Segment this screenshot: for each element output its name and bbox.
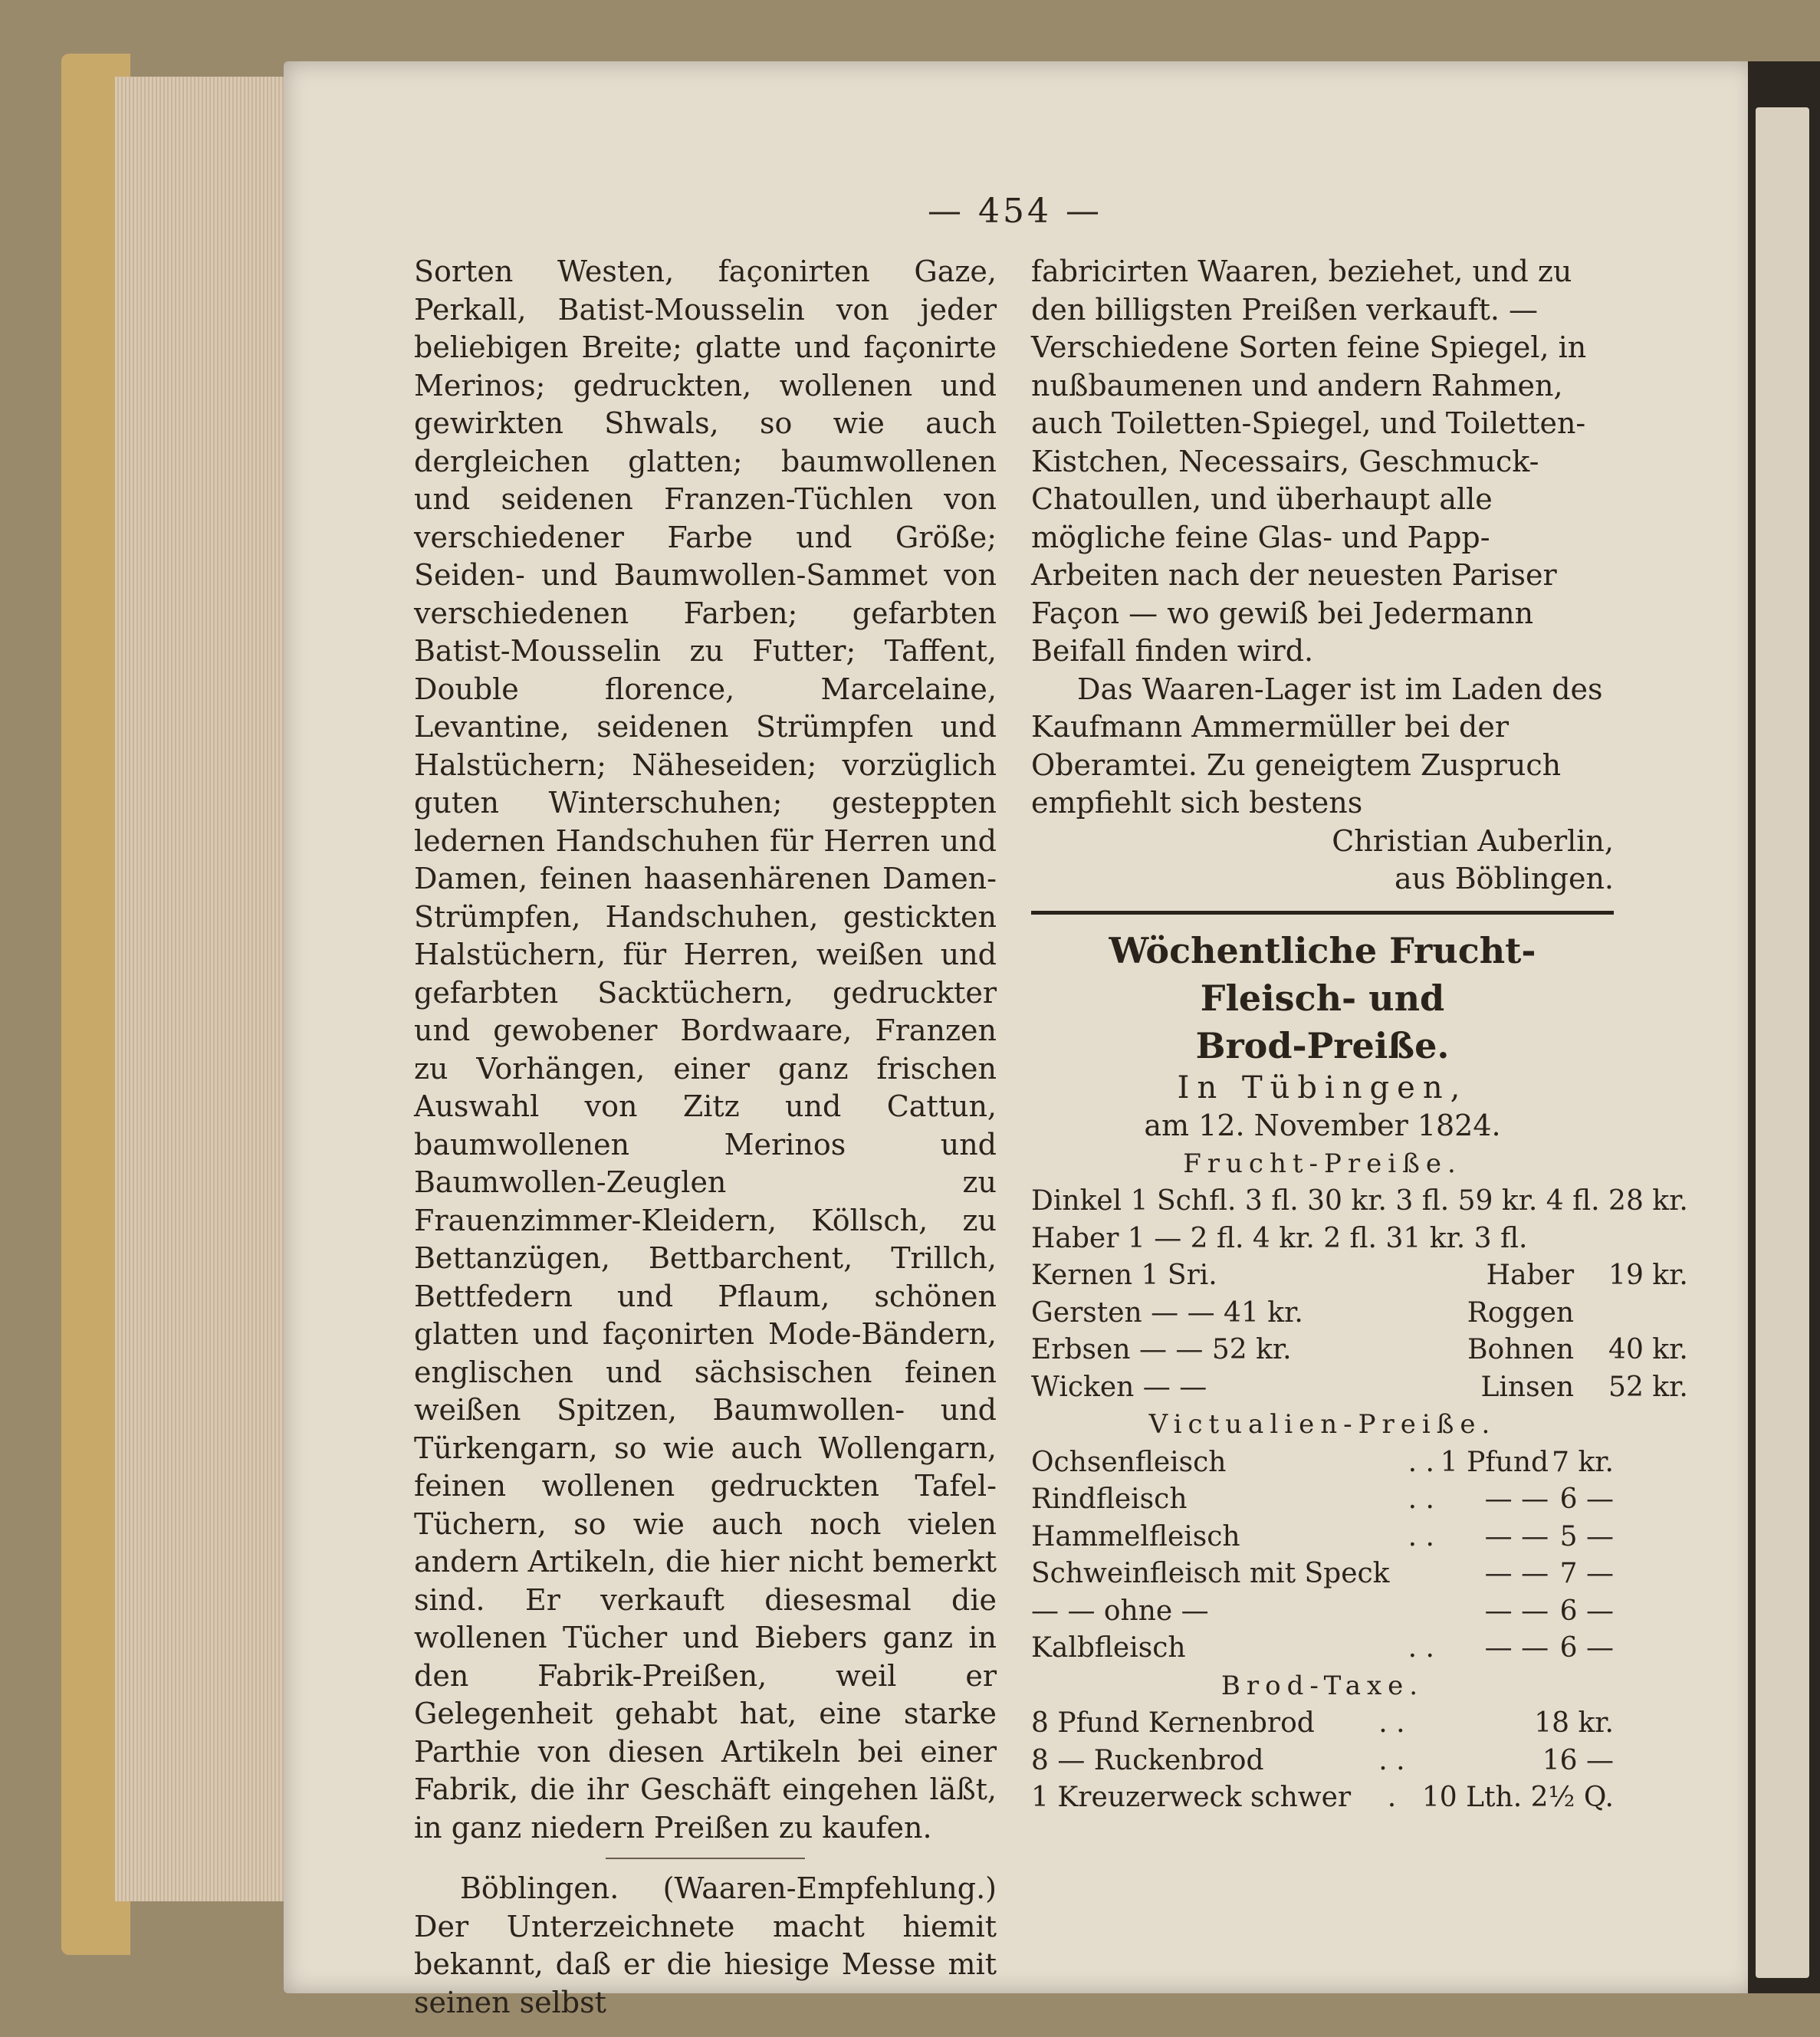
table-row — [1031, 1593, 1614, 1631]
price-date: am 12. November 1824. — [1144, 1109, 1501, 1142]
separator — [606, 1858, 805, 1859]
victualien-item: Rindfleisch — [1031, 1483, 1188, 1515]
victualien-qty: — — — [1484, 1520, 1549, 1552]
frucht-cell: Haber 1 — 2 fl. 4 kr. 2 fl. 31 kr. 3 fl. — [1031, 1222, 1528, 1254]
table-row — [1031, 1705, 1614, 1743]
victualien-qty: 1 Pfund — [1440, 1446, 1549, 1478]
frucht-cell: Linsen — [1480, 1371, 1575, 1403]
victualien-dots — [1408, 1593, 1435, 1631]
victualien-qty: — — — [1484, 1483, 1549, 1515]
table-row — [1031, 1257, 1688, 1295]
frucht-cell: 19 kr. — [1608, 1260, 1688, 1291]
victualien-dots: . . — [1408, 1446, 1434, 1478]
frucht-cell: Bohnen — [1467, 1334, 1575, 1365]
store-paragraph: Das Waaren-Lager ist im Laden des Kaufmann Ammermüller bei der Oberamtei. Zu geneigtem Zuspruch empfiehlt sich bestens — [1031, 672, 1603, 820]
brod-price: 10 Lth. 2½ Q. — [1421, 1782, 1614, 1813]
victualien-qty: — — — [1484, 1558, 1549, 1589]
brod-item: 8 Pfund Kernenbrod — [1031, 1707, 1315, 1739]
city-heading: In Tübingen, — [1177, 1069, 1468, 1106]
page-block-edge — [115, 77, 291, 1901]
table-row — [1031, 1481, 1614, 1519]
frucht-heading: Frucht-Preiße. — [1183, 1148, 1462, 1179]
continuation-paragraph: fabricirten Waaren, beziehet, und zu den billigsten Preißen verkauft. — Verschiedene Sorten feine Spiegel, in nußbaumenen und andern Rahmen, auch Toiletten-Spiegel, und Toiletten-Kistchen, Necessairs, Geschmuck-Chatoullen, und überhaupt alle mögliche feine Glas- und Papp-Arbeiten nach der neuesten Pariser Façon — wo gewiß bei Jedermann Beifall finden wird. — [1031, 255, 1587, 668]
frucht-cell: Gersten — — 41 kr. — [1031, 1296, 1303, 1329]
victualien-table — [1031, 1444, 1614, 1667]
table-row — [1031, 1630, 1614, 1667]
page-number: — 454 — — [928, 192, 1102, 231]
right-page-edge — [1748, 61, 1820, 1993]
table-row — [1031, 1519, 1614, 1556]
table-row — [1031, 1221, 1688, 1258]
section-rule — [1031, 911, 1614, 915]
table-row — [1031, 1444, 1614, 1482]
signature-name: Christian Auberlin, — [1332, 823, 1614, 858]
victualien-price: 5 — — [1559, 1520, 1614, 1552]
victualien-dots: . . — [1408, 1483, 1434, 1515]
brod-item: 1 Kreuzerweck schwer — [1031, 1782, 1352, 1813]
signature-place: aus Böblingen. — [1395, 862, 1614, 895]
frucht-cell: 52 kr. — [1608, 1371, 1688, 1403]
boeblingen-notice: Böblingen. (Waaren-Empfehlung.) Der Unterzeichnete macht hiemit bekannt, daß er die hiesige Messe mit seinen selbst — [414, 1871, 997, 2019]
victualien-item: Schweinfleisch mit Speck — [1031, 1558, 1390, 1589]
victualien-price: 6 — — [1559, 1483, 1614, 1515]
table-row — [1031, 1779, 1614, 1817]
victualien-qty: — — — [1484, 1632, 1549, 1664]
brod-heading: Brod-Taxe. — [1220, 1670, 1424, 1701]
prices-title-line1: Wöchentliche Frucht- Fleisch- und — [1109, 929, 1536, 1019]
left-column — [414, 253, 997, 2022]
table-row — [1031, 1369, 1688, 1407]
next-page-leaf — [1756, 107, 1809, 1978]
victualien-heading: Victualien-Preiße. — [1148, 1409, 1496, 1440]
right-column — [1031, 253, 1688, 1817]
frucht-cell — [1574, 1295, 1688, 1332]
victualien-item: Ochsenfleisch — [1031, 1446, 1227, 1478]
prices-title-line2: Brod-Preiße. — [1195, 1024, 1450, 1066]
brod-table — [1031, 1705, 1614, 1817]
victualien-item: Hammelfleisch — [1031, 1520, 1240, 1552]
brod-price: 18 kr. — [1534, 1707, 1614, 1739]
brod-item: 8 — Ruckenbrod — [1031, 1744, 1264, 1776]
victualien-item: — — ohne — — [1031, 1595, 1209, 1627]
brod-dots: . . — [1378, 1744, 1405, 1776]
victualien-item: Kalbfleisch — [1031, 1632, 1186, 1664]
frucht-cell: Wicken — — — [1031, 1371, 1207, 1403]
victualien-dots: . . — [1408, 1632, 1434, 1664]
frucht-cell: Haber — [1486, 1260, 1575, 1291]
table-row — [1031, 1183, 1688, 1221]
victualien-price: 6 — — [1559, 1632, 1614, 1664]
frucht-cell: Roggen — [1467, 1296, 1575, 1329]
victualien-dots — [1408, 1556, 1435, 1593]
victualien-dots: . . — [1408, 1520, 1434, 1552]
frucht-cell: 40 kr. — [1608, 1334, 1688, 1365]
table-row — [1031, 1556, 1614, 1593]
victualien-price: 7 — — [1559, 1558, 1614, 1589]
brod-dots: . — [1387, 1782, 1397, 1813]
table-row — [1031, 1295, 1688, 1332]
victualien-price: 6 — — [1559, 1595, 1614, 1627]
table-row — [1031, 1743, 1614, 1780]
victualien-price: 7 kr. — [1552, 1446, 1614, 1478]
brod-dots: . . — [1378, 1707, 1405, 1739]
goods-list-paragraph: Sorten Westen, façonirten Gaze, Perkall, Batist-Mousselin von jeder beliebigen Breite; glatte und façonirte Merinos; gedruckten, wollenen und gewirkten Shwals, so wie auch dergleichen glatten; baumwollenen und seidenen Franzen-Tüchlen von verschiedener Farbe und Größe; Seiden- und Baumwollen-Sammet von verschiedenen Farben; gefarbten Batist-Mousselin zu Futter; Taffent, Double florence, Marcelaine, Levantine, seidenen Strümpfen und Halstüchern; Näheseiden; vorzüglich guten Winterschuhen; gesteppten ledernen Handschuhen für Herren und Damen, feinen haasenhärenen Damen-Strümpfen, Handschuhen, gestickten Halstüchern, für Herren, weißen und gefarbten Sacktüchern, gedruckter und gewobener Bordwaare, Franzen zu Vorhängen, einer ganz frischen Auswahl von Zitz und Cattun, baumwollenen Merinos und Baumwollen-Zeuglen zu Frauenzimmer-Kleidern, Köllsch, zu Bettanzügen, Bettbarchent, Trillch, Bettfedern und Pflaum, schönen glatten und façonirten Mode-Bändern, englischen und sächsischen feinen weißen Spitzen, Baumwollen- und Türkengarn, so wie auch Wollengarn, feinen wollenen gedruckten Tafel-Tüchern, so wie auch noch vielen andern Artikeln, die hier nicht bemerkt sind. Er verkauft diesesmal die wollenen Tücher und Biebers ganz in den Fabrik-Preißen, weil er Gelegenheit gehabt hat, eine starke Parthie von diesen Artikeln bei einer Fabrik, die ihr Geschäft eingehen läßt, in ganz niedern Preißen zu kaufen. — [414, 255, 997, 1845]
frucht-table — [1031, 1183, 1688, 1406]
frucht-cell: Kernen 1 Sri. — [1031, 1260, 1217, 1291]
frucht-cell: Erbsen — — 52 kr. — [1031, 1334, 1292, 1365]
frucht-cell: Dinkel 1 Schfl. 3 fl. 30 kr. 3 fl. 59 kr. 4 fl. 28 kr. — [1031, 1185, 1688, 1217]
brod-price: 16 — — [1542, 1744, 1614, 1776]
table-row — [1031, 1332, 1688, 1369]
victualien-qty: — — — [1484, 1595, 1549, 1627]
